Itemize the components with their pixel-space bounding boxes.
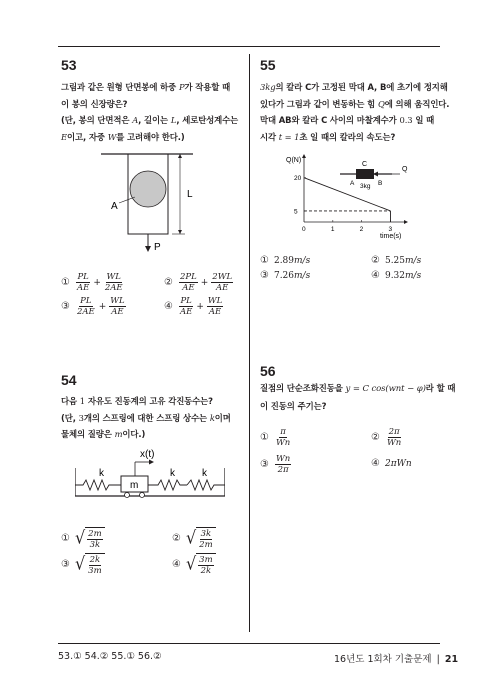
option-unit: m/s — [405, 270, 422, 281]
radical-sign: √ — [74, 526, 86, 548]
numerator: 2π — [388, 427, 400, 437]
radical-sign: √ — [74, 552, 86, 574]
radicand — [85, 527, 104, 550]
option-mark: ② — [172, 533, 181, 544]
option-mark: ③ — [260, 459, 269, 470]
option-1[interactable] — [61, 527, 105, 550]
numerator: 2k — [89, 555, 101, 565]
denominator: 3m — [88, 566, 102, 576]
denominator: 3k — [89, 540, 101, 550]
plus-sign: + — [196, 301, 204, 312]
numerator: Wn — [275, 454, 291, 464]
label-force: Q — [402, 166, 408, 173]
option-mark: ④ — [172, 559, 181, 570]
option-3[interactable] — [61, 553, 105, 576]
fraction-load-term — [76, 296, 96, 317]
option-3[interactable] — [260, 454, 292, 475]
collar-inset — [340, 161, 408, 190]
option-mark: ② — [371, 432, 380, 443]
option-fraction — [275, 454, 291, 475]
numerator: PL — [77, 272, 89, 282]
x-axis-arrowhead — [404, 220, 408, 224]
option-1[interactable] — [260, 427, 292, 448]
radicand-fraction — [87, 529, 102, 550]
radicand-fraction — [198, 555, 213, 576]
x-tick-label: 2 — [359, 226, 364, 233]
option-mark: ③ — [61, 301, 70, 312]
label-k3: k — [202, 468, 207, 479]
question-56-number: 56 — [260, 363, 276, 379]
denominator: AE — [182, 283, 195, 293]
option-mark: ② — [371, 255, 380, 266]
numerator: PL — [180, 296, 192, 306]
option-2[interactable] — [164, 272, 234, 293]
option-mark: ① — [61, 533, 70, 544]
label-a: A — [350, 180, 355, 187]
numerator: 3m — [199, 555, 213, 565]
option-mark: ③ — [260, 270, 269, 281]
label-displacement: x(t) — [140, 449, 155, 460]
square-root — [75, 553, 105, 576]
y-tick-label: 20 — [294, 175, 302, 183]
numerator: PL — [80, 296, 92, 306]
fraction-weight-term — [104, 272, 124, 293]
square-root — [186, 527, 216, 550]
numerator: WL — [207, 296, 223, 306]
option-2[interactable] — [371, 255, 421, 266]
fraction-load-term — [76, 272, 90, 293]
label-mass: m — [130, 480, 139, 491]
denominator: AE — [208, 307, 222, 317]
plus-sign: + — [93, 277, 101, 288]
option-fraction — [386, 427, 402, 448]
fraction-weight-term — [207, 296, 223, 317]
radicand-fraction — [87, 555, 102, 576]
x-tick-label: 3 — [388, 226, 393, 233]
plus-sign: + — [98, 301, 107, 312]
fraction-load-term — [179, 272, 198, 293]
denominator: Wn — [275, 438, 291, 448]
wheel-left — [125, 493, 130, 498]
label-length: L — [187, 189, 193, 200]
denominator: AE — [111, 307, 124, 317]
label-load: P — [154, 242, 161, 253]
option-4[interactable] — [172, 553, 216, 576]
option-4[interactable] — [164, 296, 224, 317]
area-leader-line — [119, 197, 135, 203]
bottom-rule — [58, 643, 440, 644]
option-expression: 2πWn — [384, 458, 412, 469]
fraction-weight-term — [109, 296, 125, 317]
question-55-force-chart — [282, 150, 432, 242]
option-4[interactable] — [371, 270, 421, 281]
label-k2: k — [170, 468, 175, 479]
option-mark: ④ — [371, 270, 380, 281]
load-arrowhead — [145, 246, 151, 252]
radicand-fraction — [198, 529, 213, 550]
question-55-stem: 3kg의 칼라 C가 고정된 막대 A, B에 초기에 정지해 있다가 그림과 같이 변동하는 힘 Q에 의해 움직인다. 막대 AB와 칼라 C 사이의 마찰계수가 0.3 일 때 시각 t = 1초 일 때의 칼라의 속도는? — [260, 82, 450, 142]
option-value: 9.32 — [384, 270, 406, 281]
option-mark: ④ — [164, 301, 173, 312]
option-fraction — [275, 427, 291, 448]
denominator: 2AE — [104, 283, 123, 293]
denominator: AE — [179, 307, 193, 317]
option-mark: ① — [260, 255, 269, 266]
fraction-weight-term — [211, 272, 233, 293]
option-unit: m/s — [405, 255, 422, 266]
question-54-stem: 다음 1 자유도 진동계의 고유 각진동수는? (단, 3개의 스프링에 대한 스프링 상수는 k이며 물체의 질량은 m이다.) — [61, 396, 231, 439]
wheel-right — [140, 493, 145, 498]
option-4[interactable] — [371, 458, 412, 469]
label-b: B — [378, 180, 383, 187]
denominator: AE — [216, 283, 229, 293]
denominator: AE — [76, 283, 90, 293]
radicand — [85, 553, 104, 576]
numerator: WL — [110, 296, 125, 306]
option-mark: ① — [260, 432, 269, 443]
y-tick-label: 5 — [294, 208, 298, 216]
option-3[interactable] — [260, 270, 310, 281]
spring-middle — [148, 480, 187, 490]
plus-sign: + — [200, 277, 209, 288]
question-53-bar-figure — [95, 145, 200, 260]
question-56-stem: 질점의 단순조화진동을 y = C cos(wnt − φ)라 할 때 이 진동의 주기는? — [260, 383, 456, 411]
label-mass: 3kg — [360, 183, 371, 190]
y-axis-arrowhead — [302, 154, 306, 158]
option-value: 7.26 — [273, 270, 295, 281]
footer-exam-title: 16년도 1회차 기출문제 | 21 — [334, 654, 459, 665]
option-value: 5.25 — [384, 255, 406, 266]
top-rule — [58, 46, 440, 47]
question-53-number: 53 — [61, 57, 77, 73]
option-unit: m/s — [294, 270, 311, 281]
option-2[interactable] — [172, 527, 216, 550]
chart-y-label: Q(N) — [286, 157, 302, 164]
radical-sign: √ — [185, 552, 197, 574]
x-tick-label: 0 — [302, 226, 306, 233]
page-number: 21 — [444, 654, 459, 665]
denominator: 2π — [277, 465, 289, 475]
fraction-load-term — [179, 296, 193, 317]
numerator: 2PL — [179, 272, 197, 282]
question-53-stem: 그림과 같은 원형 단면봉에 하중 P가 작용할 때 이 봉의 신장량은? (단, 봉의 단면적은 A, 길이는 L, 세로탄성계수는 E이고, 자중 W를 고려해야 한다.) — [61, 82, 239, 142]
square-root — [186, 553, 216, 576]
option-mark: ① — [61, 277, 70, 288]
denominator: Wn — [386, 438, 402, 448]
radicand — [196, 527, 215, 550]
column-divider — [249, 54, 250, 632]
option-mark: ④ — [371, 458, 380, 469]
option-2[interactable] — [371, 427, 403, 448]
spring-left — [75, 480, 121, 490]
label-collar: C — [362, 161, 368, 168]
footer-answer-key: 53.① 54.② 55.① 56.② — [58, 651, 162, 662]
collar-block — [356, 169, 374, 179]
option-3[interactable] — [61, 296, 127, 317]
radicand — [196, 553, 215, 576]
label-k1: k — [99, 468, 104, 479]
numerator: 3k — [200, 529, 212, 539]
option-mark: ③ — [61, 559, 70, 570]
numerator: WL — [106, 272, 121, 282]
option-1[interactable] — [61, 272, 125, 293]
option-value: 2.89 — [273, 255, 295, 266]
square-root — [75, 527, 105, 550]
x-tick-label: 1 — [330, 226, 335, 233]
denominator: 2k — [200, 566, 212, 576]
denominator: 2m — [199, 540, 213, 550]
radical-sign: √ — [185, 526, 197, 548]
label-area: A — [111, 201, 118, 212]
rod-cross-section — [130, 171, 166, 207]
option-mark: ② — [164, 277, 173, 288]
question-54-number: 54 — [61, 372, 77, 388]
numerator: 2m — [88, 529, 102, 539]
numerator: 2WL — [212, 272, 233, 282]
numerator: π — [280, 427, 286, 437]
option-unit: m/s — [294, 255, 311, 266]
denominator: 2AE — [76, 307, 95, 317]
chart-x-label: time(s) — [380, 233, 402, 240]
question-54-spring-figure — [75, 446, 225, 508]
spring-right — [187, 480, 225, 490]
option-1[interactable] — [260, 255, 310, 266]
question-55-number: 55 — [260, 57, 276, 73]
